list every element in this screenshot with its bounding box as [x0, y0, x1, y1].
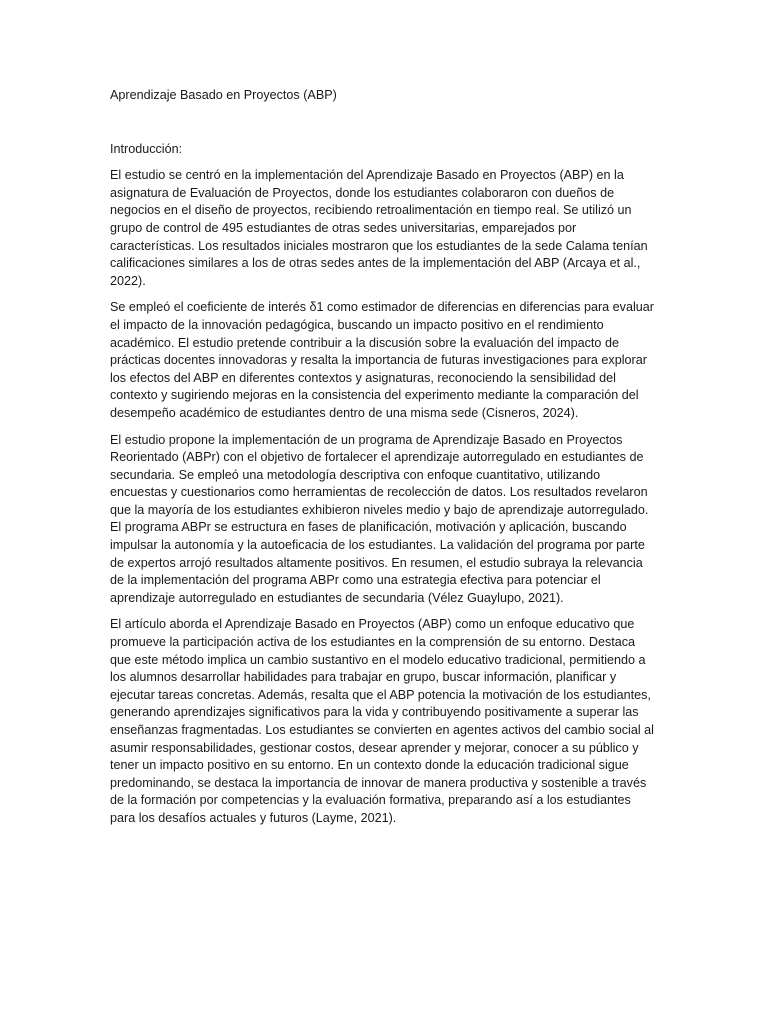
document-title: Aprendizaje Basado en Proyectos (ABP)	[110, 88, 337, 102]
paragraph-4: El artículo aborda el Aprendizaje Basado en Proyectos (ABP) como un enfoque educativo que promueve la participación activa de los estudiantes en la comprensión de su entorno. Destaca que este método implica un cambio sustantivo en el modelo educativo tradicional, permitiendo a los alumnos desarrollar habilidades para trabajar en grupo, buscar información, planificar y ejecutar tareas concretas. Además, resalta que el ABP potencia la motivación de los estudiantes, generando aprendizajes significativos para la vida y contribuyendo positivamente a superar las enseñanzas fragmentadas. Los estudiantes se convierten en agentes activos del cambio social al asumir responsabilidades, gestionar costos, desear aprender y mejorar, conocer a su público y tener un impacto positivo en su entorno. En un contexto donde la educación tradicional sigue predominando, se destaca la importancia de innovar de manera productiva y sostenible a través de la formación por competencias y la evaluación formativa, preparando así a los estudiantes para los desafíos actuales y futuros (Layme, 2021).	[110, 617, 654, 825]
paragraph-2: Se empleó el coeficiente de interés δ1 como estimador de diferencias en diferencias para evaluar el impacto de la innovación pedagógica, buscando un impacto positivo en el rendimiento académico. El estudio pretende contribuir a la discusión sobre la evaluación del impacto de prácticas docentes innovadoras y resalta la importancia de futuras investigaciones para explorar los efectos del ABP en diferentes contextos y asignaturas, reconociendo la sensibilidad del contexto y sugiriendo mejoras en la consistencia del experimento mediante la comparación del desempeño académico de estudiantes dentro de una misma sede (Cisneros, 2024).	[110, 300, 654, 420]
paragraph-1: El estudio se centró en la implementación del Aprendizaje Basado en Proyectos (ABP) en la asignatura de Evaluación de Proyectos, donde los estudiantes colaboraron con dueños de negocios en el diseño de proyectos, recibiendo retroalimentación en tiempo real. Se utilizó un grupo de control de 495 estudiantes de otras sedes universitarias, emparejados por características. Los resultados iniciales mostraron que los estudiantes de la sede Calama tenían calificaciones similares a los de otras sedes antes de la implementación del ABP (Arcaya et al., 2022).	[110, 168, 648, 288]
paragraph-3: El estudio propone la implementación de un programa de Aprendizaje Basado en Proyectos Reorientado (ABPr) con el objetivo de fortalecer el aprendizaje autorregulado en estudiantes de secundaria. Se empleó una metodología descriptiva con enfoque cuantitativo, utilizando encuestas y cuestionarios como herramientas de recolección de datos. Los resultados revelaron que la mayoría de los estudiantes exhibieron niveles medio y bajo de aprendizaje autorregulado. El programa ABPr se estructura en fases de planificación, motivación y aplicación, buscando impulsar la autonomía y la autoeficacia de los estudiantes. La validación del programa por parte de expertos arrojó resultados altamente positivos. En resumen, el estudio subraya la relevancia de la implementación del programa ABPr como una estrategia efectiva para potenciar el aprendizaje autorregulado en estudiantes de secundaria (Vélez Guaylupo, 2021).	[110, 432, 649, 605]
section-heading-introduction: Introducción:	[110, 141, 183, 156]
document-page	[110, 87, 658, 828]
